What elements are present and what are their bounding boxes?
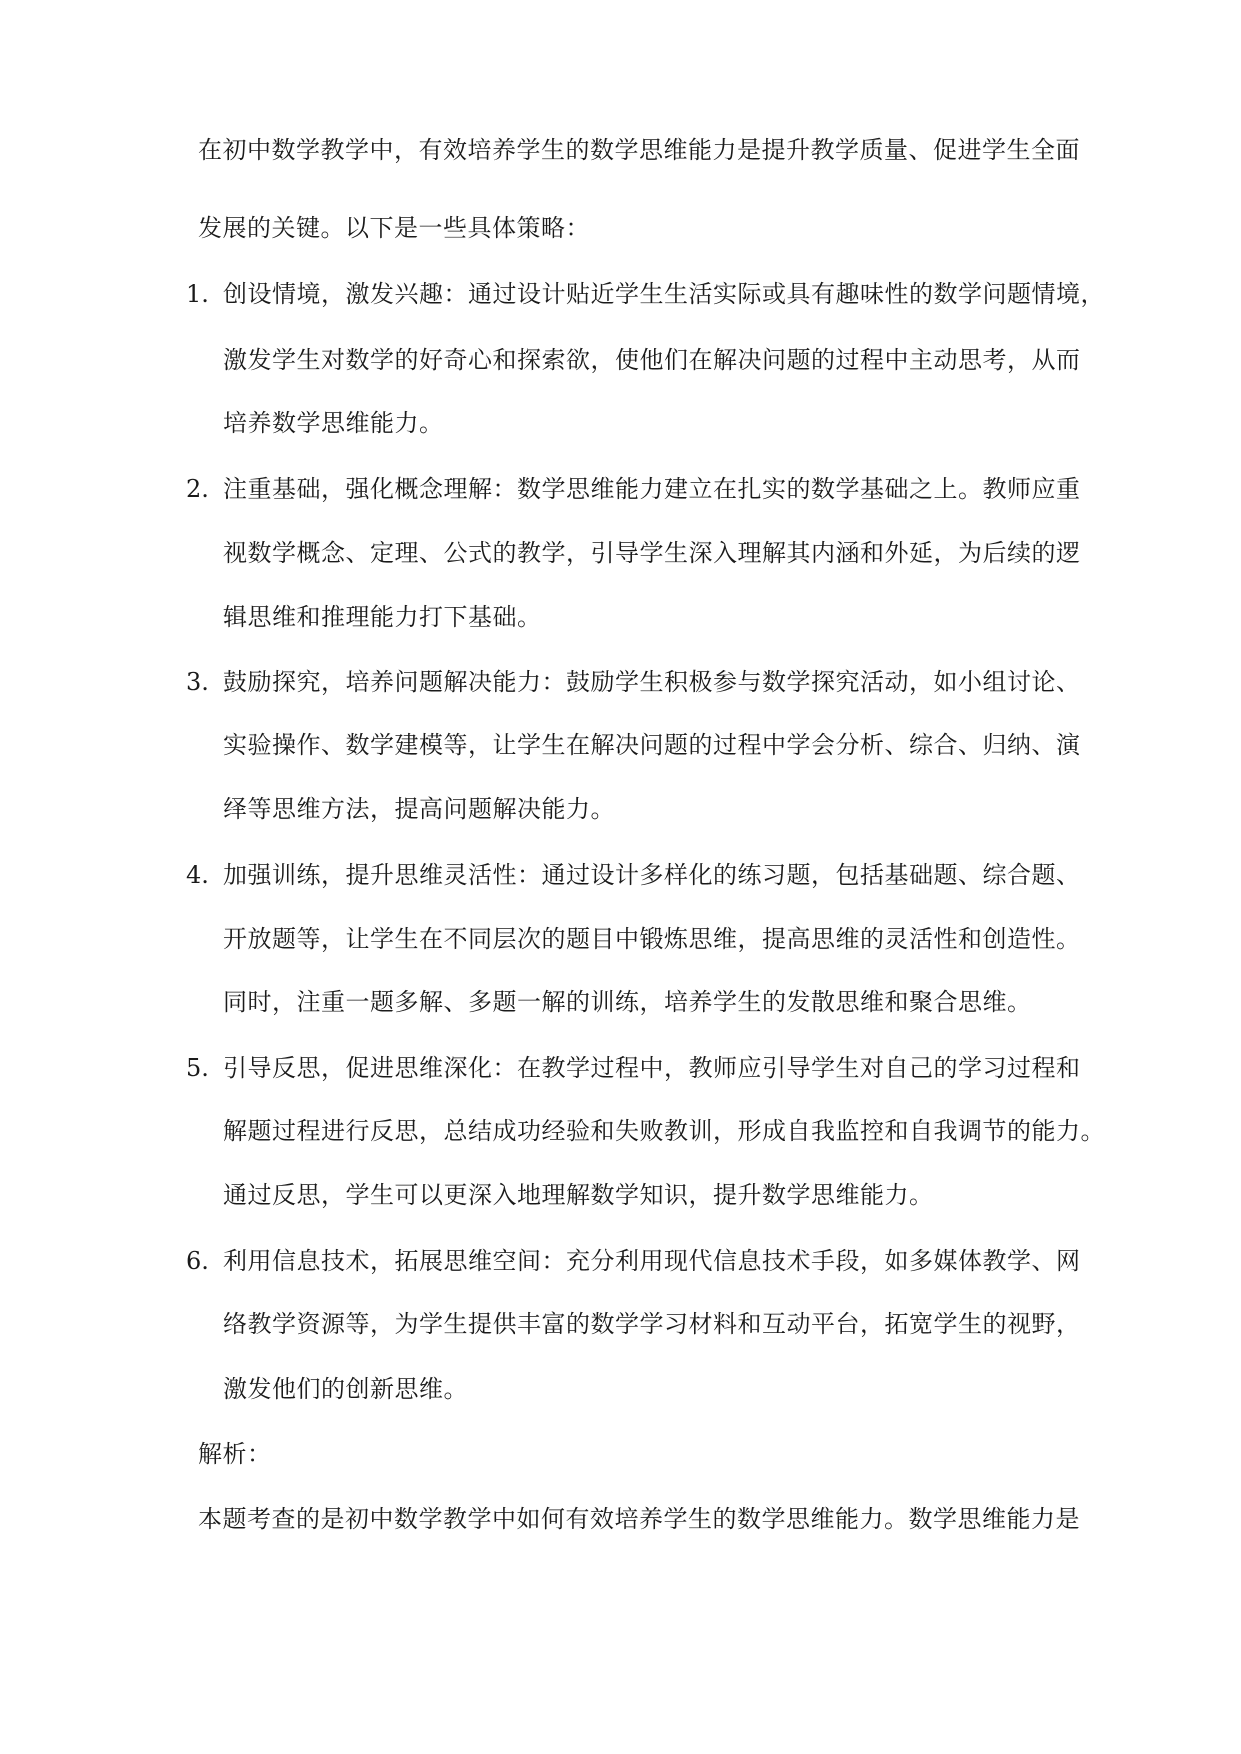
list-item-line: 注重基础，强化概念理解：数学思维能力建立在扎实的数学基础之上。教师应重 (223, 475, 1081, 503)
list-item-line: 通过反思，学生可以更深入地理解数学知识，提升数学思维能力。 (223, 1181, 934, 1209)
list-item-line: 创设情境，激发兴趣：通过设计贴近学生生活实际或具有趣味性的数学问题情境， (223, 280, 1105, 308)
list-item-line: 解题过程进行反思，总结成功经验和失败教训，形成自我监控和自我调节的能力。 (223, 1117, 1105, 1145)
analysis-text: 本题考查的是初中数学教学中如何有效培养学生的数学思维能力。数学思维能力是 (198, 1505, 1080, 1533)
analysis-label: 解析： (198, 1440, 272, 1468)
list-item-line: 绎等思维方法，提高问题解决能力。 (223, 795, 615, 823)
list-item-line: 加强训练，提升思维灵活性：通过设计多样化的练习题，包括基础题、综合题、 (223, 861, 1081, 889)
list-item-line: 引导反思，促进思维深化：在教学过程中，教师应引导学生对自己的学习过程和 (223, 1054, 1081, 1082)
list-item-line: 开放题等，让学生在不同层次的题目中锻炼思维，提高思维的灵活性和创造性。 (223, 925, 1081, 953)
list-item-line: 培养数学思维能力。 (223, 409, 444, 437)
list-item-line: 激发他们的创新思维。 (223, 1375, 468, 1403)
list-item-number: 5. (186, 1054, 209, 1082)
list-item-number: 3. (186, 668, 209, 696)
list-item-line: 络教学资源等，为学生提供丰富的数学学习材料和互动平台，拓宽学生的视野， (223, 1310, 1081, 1338)
list-item-number: 6. (186, 1247, 209, 1275)
list-item-line: 激发学生对数学的好奇心和探索欲，使他们在解决问题的过程中主动思考，从而 (223, 346, 1081, 374)
list-item-line: 利用信息技术，拓展思维空间：充分利用现代信息技术手段，如多媒体教学、网 (223, 1247, 1081, 1275)
list-item-number: 2. (186, 475, 209, 503)
list-item-number: 4. (186, 861, 209, 889)
list-item-line: 实验操作、数学建模等，让学生在解决问题的过程中学会分析、综合、归纳、演 (223, 731, 1081, 759)
list-item-number: 1. (186, 280, 209, 308)
list-item-line: 同时，注重一题多解、多题一解的训练，培养学生的发散思维和聚合思维。 (223, 988, 1032, 1016)
list-item-line: 鼓励探究，培养问题解决能力：鼓励学生积极参与数学探究活动，如小组讨论、 (223, 668, 1081, 696)
intro-line: 在初中数学教学中，有效培养学生的数学思维能力是提升教学质量、促进学生全面 (198, 136, 1080, 164)
list-item-line: 视数学概念、定理、公式的教学，引导学生深入理解其内涵和外延，为后续的逻 (223, 539, 1081, 567)
intro-line: 发展的关键。以下是一些具体策略： (198, 214, 590, 242)
list-item-line: 辑思维和推理能力打下基础。 (223, 603, 542, 631)
